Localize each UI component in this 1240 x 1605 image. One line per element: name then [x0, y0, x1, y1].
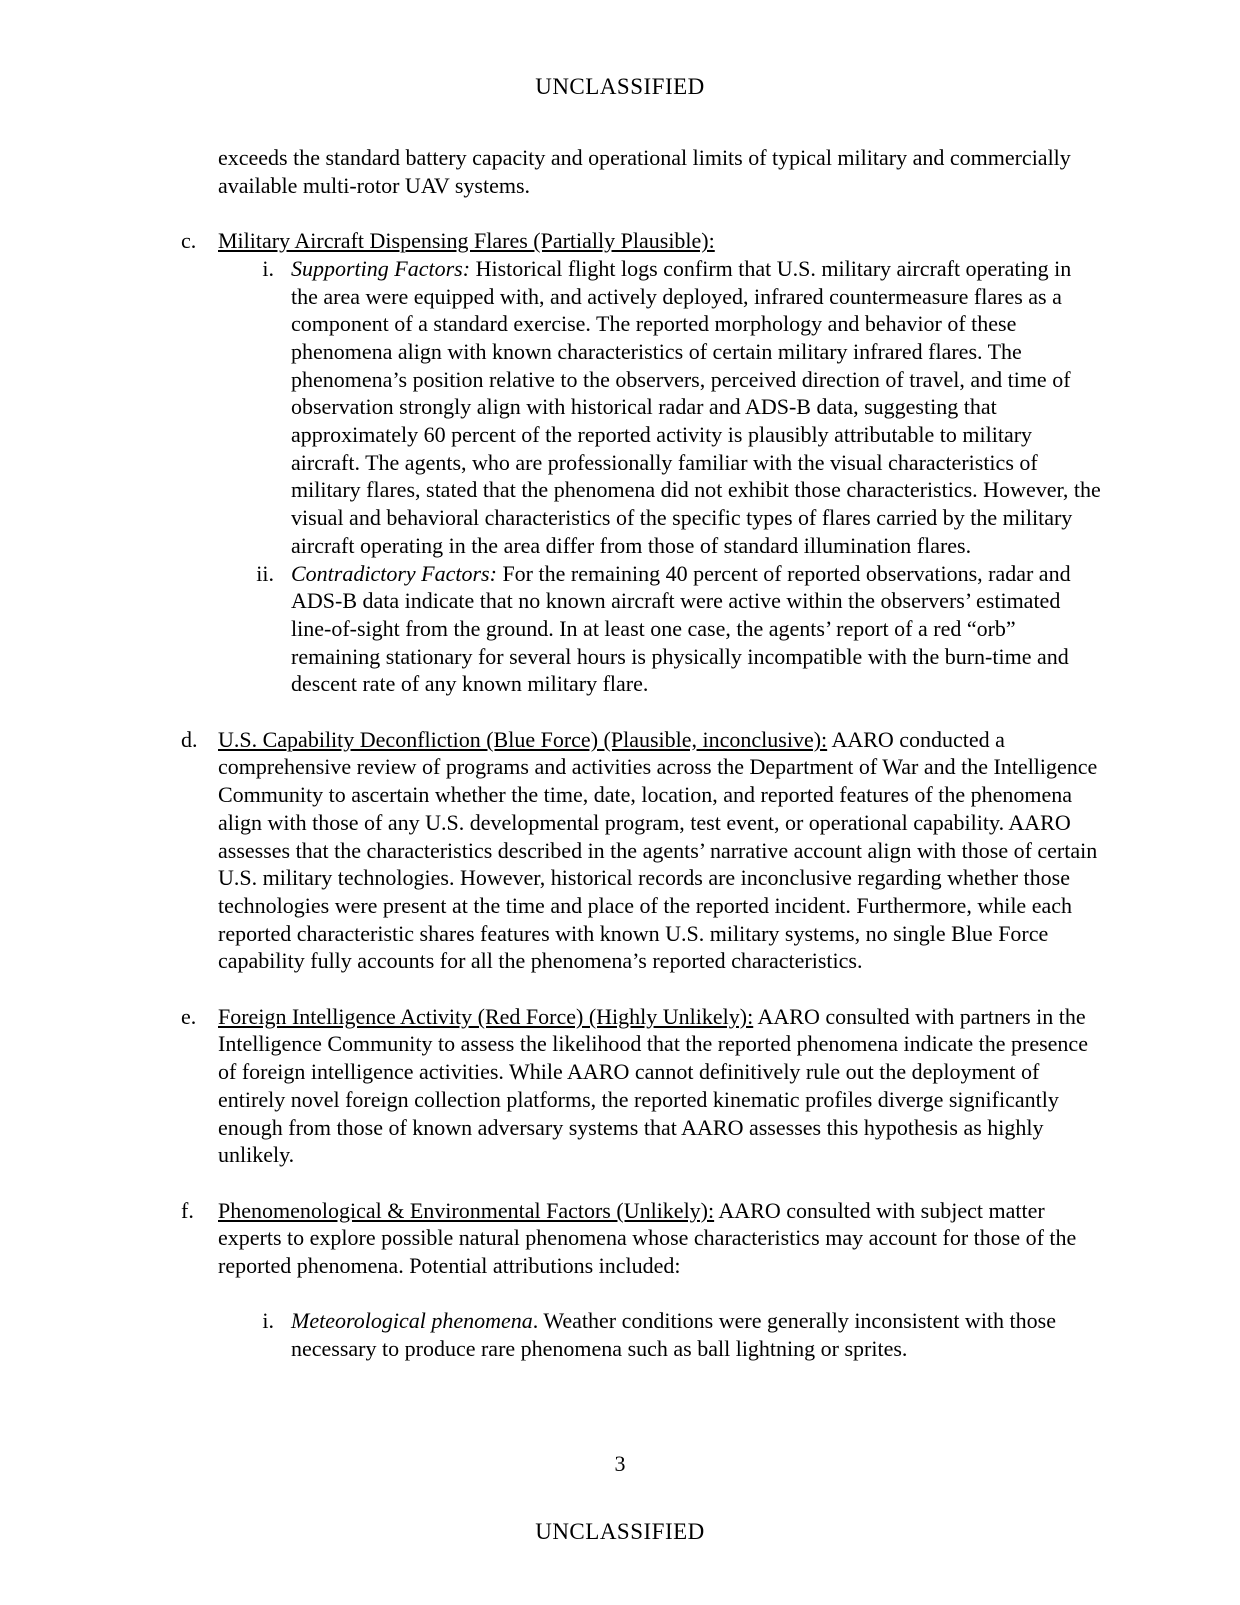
item-heading: Military Aircraft Dispensing Flares (Partially Plausible):: [218, 228, 715, 254]
sub-item-text: For the remaining 40 percent of reported observations, radar and ADS-B data indicate that no known aircraft were active within the observers’ estimated line-of-sight from the ground. In at least one case, the agents’ report of a red “orb” remaining stationary for several hours is physically incompatible with the burn-time and descent rate of any known military flare.: [291, 560, 1071, 697]
sub-item-c-i: [262, 255, 1103, 560]
continuation-paragraph: exceeds the standard battery capacity and operational limits of typical military and commercially available multi-rotor UAV systems.: [218, 145, 1071, 198]
sub-item-c-ii: [256, 560, 1103, 699]
list-item-e: [181, 1003, 1103, 1169]
paragraph-spacer: [0, 1280, 1240, 1308]
item-heading: Foreign Intelligence Activity (Red Force) (Highly Unlikely):: [218, 1003, 754, 1029]
list-item-f: [181, 1197, 1103, 1280]
item-marker: c.: [181, 228, 197, 254]
sub-item-f-i: [262, 1307, 1103, 1362]
sub-item-text: Historical flight logs confirm that U.S. military aircraft operating in the area were equipped with, and actively deployed, infrared countermeasure flares as a component of a standard exercise. The reported morphology and behavior of these phenomena align with known characteristics of certain military infrared flares. The phenomena’s position relative to the observers, perceived direction of travel, and time of observation strongly align with historical radar and ADS-B data, suggesting that approximately 60 percent of the reported activity is plausibly attributable to military aircraft. The agents, who are professionally familiar with the visual characteristics of military flares, stated that the phenomena did not exhibit those characteristics. However, the visual and behavioral characteristics of the specific types of flares carried by the military aircraft operating in the area differ from those of standard illumination flares.: [291, 255, 1101, 558]
item-heading: Phenomenological & Environmental Factors (Unlikely):: [218, 1197, 715, 1223]
sub-item-label: Contradictory Factors:: [291, 560, 497, 586]
sub-item-marker: i.: [262, 255, 274, 281]
sub-item-label: Supporting Factors:: [291, 255, 471, 281]
sub-item-label: Meteorological phenomena: [291, 1308, 533, 1334]
item-marker: f.: [181, 1197, 194, 1223]
item-marker: d.: [181, 726, 198, 752]
page-number: 3: [614, 1451, 626, 1476]
item-text: AARO consulted with partners in the Intelligence Community to assess the likelihood that the reported phenomena indicate the presence of foreign intelligence activities. While AARO cannot definitively rule out the deployment of entirely novel foreign collection platforms, the reported kinematic profiles diverge significantly enough from those of known adversary systems that AARO assesses this hypothesis as highly unlikely.: [218, 1003, 1088, 1168]
sub-item-text: . Weather conditions were generally inconsistent with those necessary to produce rare phenomena such as ball lightning or sprites.: [291, 1308, 1056, 1362]
sub-item-marker: ii.: [256, 560, 274, 586]
document-body: [0, 144, 1240, 1363]
classification-banner-top: UNCLASSIFIED: [535, 74, 705, 99]
list-item-d: [181, 726, 1103, 975]
item-marker: e.: [181, 1003, 197, 1029]
item-text: AARO consulted with subject matter experts to explore possible natural phenomena whose characteristics may account for those of the reported phenomena. Potential attributions included:: [218, 1197, 1077, 1279]
list-item-c: [181, 227, 1103, 255]
classification-banner-bottom: UNCLASSIFIED: [535, 1519, 705, 1544]
item-text: AARO conducted a comprehensive review of programs and activities across the Department of War and the Intelligence Community to ascertain whether the time, date, location, and reported features of the phenomena align with those of any U.S. developmental program, test event, or operational capability. AARO assesses that the characteristics described in the agents’ narrative account align with those of certain U.S. military technologies. However, historical records are inconclusive regarding whether those technologies were present at the time and place of the reported incident. Furthermore, while each reported characteristic shares features with known U.S. military systems, no single Blue Force capability fully accounts for all the phenomena’s reported characteristics.: [218, 726, 1098, 974]
sub-item-marker: i.: [262, 1308, 274, 1334]
item-heading: U.S. Capability Deconfliction (Blue Force) (Plausible, inconclusive):: [218, 726, 828, 752]
